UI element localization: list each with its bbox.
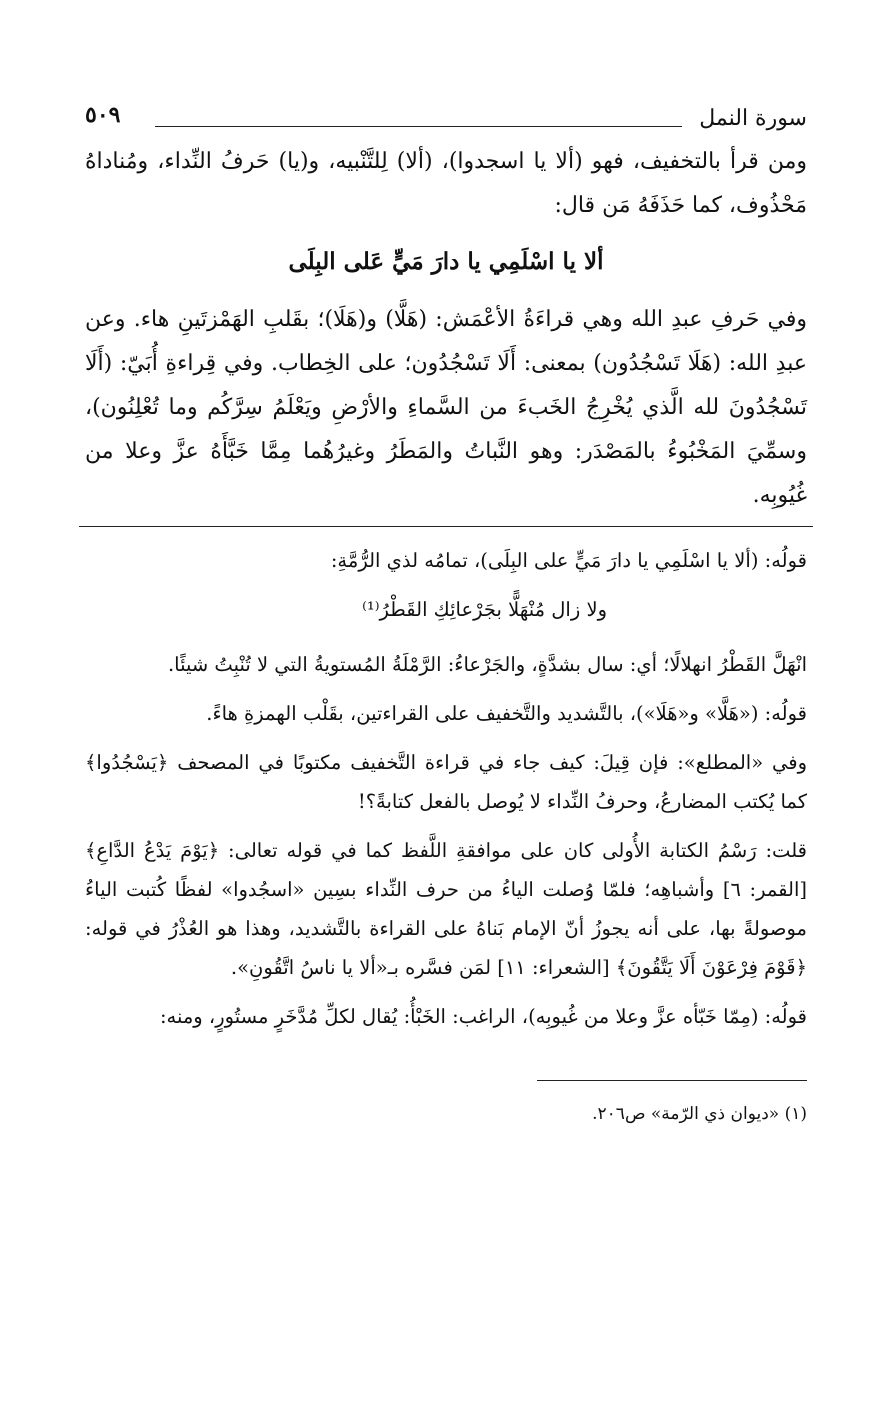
main-text (85, 140, 807, 518)
main-paragraph: وفي حَرفِ عبدِ الله وهي قراءَةُ الأعْمَش: (هَلَّا) و(هَلَا)؛ بقَلبِ الهَمْزتَينِ هاء. وعن عبدِ الله: (هَلَا تَسْجُدُون) بمعنى: أَلَا تَسْجُدُون؛ على الخِطاب. وفي قِراءةِ أُبَيّ: (أَلَا تَسْجُدُونَ لله الَّذي يُخْرِجُ الخَبءَ من السَّماءِ والأرْضِ ويَعْلَمُ سِرَّكُم وما تُعْلِنُون)، وسمِّيَ المَخْبُوءُ بالمَصْدَر: وهو النَّباتُ والمَطَرُ وغيرُهُما مِمَّا خَبَّأَهُ عزَّ وعلا من غُيُوبِه. (85, 307, 807, 508)
footnote-rule (537, 1080, 807, 1081)
poetry-verse: ألا يا اسْلَمِي يا دارَ مَيٍّ عَلى البِلَى (288, 248, 604, 275)
main-paragraph: ومن قرأ بالتخفيف، فهو (ألا يا اسجدوا)، (ألا) لِلتَّنْبيه، و(يا) حَرفُ النِّداء، ومُناداهُ مَحْذُوف، كما حَذَفَهُ مَن قال: (85, 149, 807, 218)
page-header (85, 100, 807, 140)
commentary-paragraph: انْهَلَّ القَطْرُ انهلالًا؛ أي: سال بشدَّةٍ، والجَرْعاءُ: الرَّمْلَةُ المُستويةُ التي لا تُنْبِتُ شيئًا. (167, 653, 807, 676)
commentary-paragraph: قلت: رَسْمُ الكتابة الأُولى كان على موافقةِ اللَّفظ كما في قوله تعالى: ﴿يَوْمَ يَدْعُ الدَّاعِ﴾ [القمر: ٦] وأشباهِه؛ فلمّا وُصلت الياءُ من حرف النِّداء بسِين «اسجُدوا» لفظًا كُتبت الياءُ موصولةً بها، على أنه يجوزُ أنّ الإمام بَناهُ على القراءة بالتَّشديد، وهذا هو العُذْرُ في قوله: ﴿قَوْمَ فِرْعَوْنَ أَلَا يَتَّقُونَ﴾ [الشعراء: ١١] لمَن فسَّره بـ«ألا يا ناسُ اتَّقُونِ». (85, 839, 807, 979)
commentary-paragraph: قولُه: (مِمّا خَبّأه عزَّ وعلا من غُيوبِه)، الراغب: الخَبْأُ: يُقال لكلِّ مُدَّخَرٍ مستُورٍ، ومنه: (159, 1005, 807, 1028)
poem-line: ولا زال مُنْهَلًّا بجَرْعائِكِ القَطْرُ⁽¹⁾ (362, 598, 607, 621)
header-rule (155, 126, 682, 127)
commentary-paragraph: وفي «المطلع»: فإن قِيلَ: كيف جاء في قراءة التَّخفيف مكتوبًا في المصحف ﴿يَسْجُدُوا﴾ كما يُكتب المضارعُ، وحرفُ النِّداء لا يُوصل بالفعل كتابةً؟! (85, 751, 807, 813)
page-number: ٥٠٩ (85, 102, 121, 128)
surah-title: سورة النمل (699, 106, 807, 131)
commentary-section (85, 541, 807, 1036)
commentary-paragraph: قولُه: (ألا يا اسْلَمِي يا دارَ مَيٍّ على البِلَى)، تمامُه لذي الرُّمَّةِ: (330, 549, 807, 572)
footnote: (١) «ديوان ذي الرّمة» ص٢٠٦. (592, 1104, 807, 1124)
commentary-paragraph: قولُه: («هَلَّا» و«هَلَا»)، بالتَّشديد والتَّخفيف على القراءتين، بقَلْب الهمزةِ هاءً. (206, 702, 807, 725)
commentary-divider (79, 526, 813, 527)
book-page (85, 100, 807, 1129)
